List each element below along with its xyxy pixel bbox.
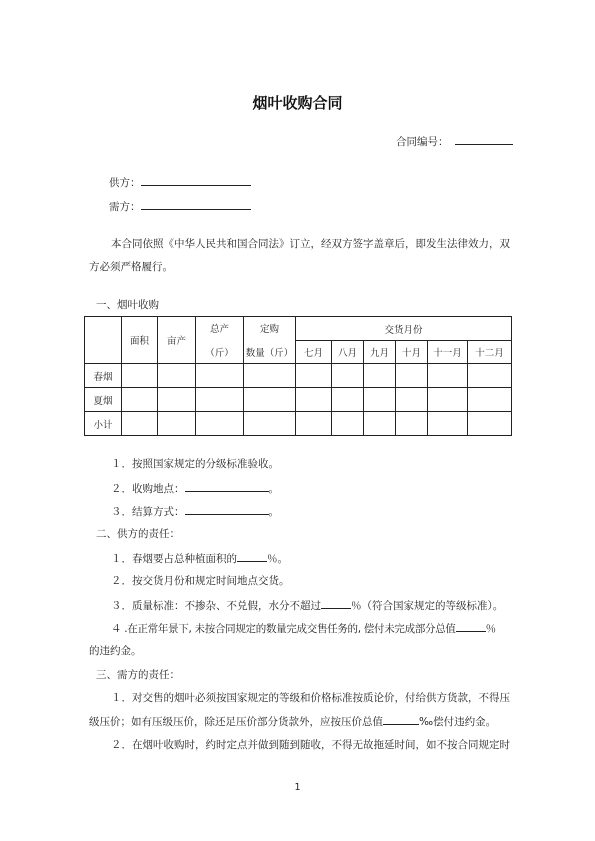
s2-item-1-text: １．春烟要占总种植面积的 xyxy=(111,553,237,565)
header-delivery-month: 交货月份 xyxy=(296,317,512,341)
supplier-blank[interactable] xyxy=(141,174,251,186)
price-penalty-blank[interactable] xyxy=(383,713,419,725)
table-cell[interactable] xyxy=(468,388,512,412)
table-cell[interactable] xyxy=(196,388,244,412)
purchase-location-blank[interactable] xyxy=(185,480,269,492)
table-cell[interactable] xyxy=(332,412,364,436)
table-cell[interactable] xyxy=(468,364,512,388)
row-label-subtotal: 小计 xyxy=(85,412,122,436)
table-cell[interactable] xyxy=(396,364,428,388)
section-2-heading: 二、供方的责任： xyxy=(96,528,180,540)
table-cell[interactable] xyxy=(158,388,196,412)
table-cell[interactable] xyxy=(122,388,158,412)
table-row xyxy=(85,364,512,388)
contract-number-field xyxy=(396,133,513,149)
header-total-bottom: （斤） xyxy=(205,348,234,359)
intro-line-2: 方必须严格履行。 xyxy=(89,261,173,273)
table-cell[interactable] xyxy=(332,388,364,412)
table-cell[interactable] xyxy=(158,364,196,388)
table-cell[interactable] xyxy=(296,364,332,388)
settlement-method-blank[interactable] xyxy=(185,503,269,515)
row-label-summer: 夏烟 xyxy=(85,388,122,412)
header-order-top: 定购 xyxy=(259,324,279,335)
s1-item-2 xyxy=(111,480,279,496)
table-cell[interactable] xyxy=(244,388,296,412)
table-cell[interactable] xyxy=(296,388,332,412)
s2-item-3-text: ３．质量标准：不掺杂、不兑假，水分不超过 xyxy=(111,600,321,612)
s3-item-1-text: 级压价；如有压级压价，除还足压价部分货款外，应按压价总值 xyxy=(89,716,383,728)
s3-item-1-line-1: １．对交售的烟叶必须按国家规定的等级和价格标准按质论价，付给供方货款，不得压 xyxy=(111,692,510,704)
buyer-label: 需方： xyxy=(109,201,141,213)
section-3-heading: 三、需方的责任： xyxy=(96,669,180,681)
table-cell[interactable] xyxy=(158,412,196,436)
s3-item-2-line-1: ２．在烟叶收购时，约时定点并做到随到随收，不得无故拖延时间，如不按合同规定时 xyxy=(111,739,510,751)
intro-line-1: 本合同依照《中华人民共和国合同法》订立，经双方签字盖章后，即发生法律效力，双 xyxy=(111,238,510,250)
table-cell[interactable] xyxy=(396,388,428,412)
s2-item-1 xyxy=(111,550,288,566)
s1-item-2-text: ２．收购地点： xyxy=(111,483,185,495)
section-1-heading: 一、烟叶收购 xyxy=(96,299,159,311)
table-cell[interactable] xyxy=(396,412,428,436)
s2-item-1-end: ％。 xyxy=(267,553,288,565)
table-cell[interactable] xyxy=(196,412,244,436)
table-cell[interactable] xyxy=(196,364,244,388)
s2-item-4-end: ％ xyxy=(485,623,496,635)
table-cell[interactable] xyxy=(364,388,396,412)
header-month: 十月 xyxy=(396,341,428,364)
header-month: 九月 xyxy=(364,341,396,364)
s1-item-3-end: 。 xyxy=(268,506,279,518)
header-month: 十一月 xyxy=(428,341,468,364)
s1-item-1: １．按照国家规定的分级标准验收。 xyxy=(111,458,279,470)
table-cell[interactable] xyxy=(332,364,364,388)
table-cell[interactable] xyxy=(122,364,158,388)
buyer-blank[interactable] xyxy=(141,198,251,210)
header-total-top: 总产 xyxy=(209,324,229,335)
table-cell[interactable] xyxy=(428,412,468,436)
table-cell[interactable] xyxy=(244,364,296,388)
header-total xyxy=(196,317,244,364)
table-cell[interactable] xyxy=(122,412,158,436)
header-order-bottom: 数量（斤） xyxy=(245,348,294,359)
table-cell[interactable] xyxy=(428,388,468,412)
row-label-spring: 春烟 xyxy=(85,364,122,388)
penalty-rate-blank[interactable] xyxy=(456,620,486,632)
s1-item-3-text: ３．结算方式： xyxy=(111,506,185,518)
s1-item-3 xyxy=(111,503,279,519)
document-title: 烟叶收购合同 xyxy=(252,94,343,112)
header-month: 十二月 xyxy=(468,341,512,364)
page-number: 1 xyxy=(294,782,301,793)
s1-item-2-end: 。 xyxy=(268,483,279,495)
header-month: 八月 xyxy=(332,341,364,364)
table-cell[interactable] xyxy=(364,364,396,388)
supplier-field xyxy=(109,174,251,190)
header-month: 七月 xyxy=(296,341,332,364)
contract-number-label: 合同编号： xyxy=(396,136,449,148)
supplier-label: 供方： xyxy=(109,177,141,189)
s2-item-4 xyxy=(111,620,496,636)
table-cell[interactable] xyxy=(244,412,296,436)
buyer-field xyxy=(109,198,251,214)
table-cell[interactable] xyxy=(364,412,396,436)
s2-item-3 xyxy=(111,597,503,613)
tobacco-purchase-table xyxy=(84,316,512,436)
s2-item-3-end: ％（符合国家规定的等级标准）。 xyxy=(351,600,504,612)
s2-item-2: ２．按交货月份和规定时间地点交货。 xyxy=(111,575,290,587)
s2-item-4-line-2: 的违约金。 xyxy=(89,645,142,657)
table-row xyxy=(85,388,512,412)
contract-number-blank[interactable] xyxy=(455,133,513,145)
s3-item-1-end: ‰偿付违约金。 xyxy=(419,716,497,728)
s2-item-4-text: ４ .在正常年景下, 未按合同规定的数量完成交售任务的, 偿付未完成部分总值 xyxy=(111,623,456,635)
moisture-blank[interactable] xyxy=(321,597,351,609)
table-row xyxy=(85,412,512,436)
table-cell[interactable] xyxy=(468,412,512,436)
header-order xyxy=(244,317,296,364)
header-area: 面积 xyxy=(122,317,158,364)
header-yield: 亩产 xyxy=(158,317,196,364)
s3-item-1-line-2 xyxy=(89,713,496,729)
table-cell[interactable] xyxy=(296,412,332,436)
spring-ratio-blank[interactable] xyxy=(237,550,267,562)
corner-cell xyxy=(85,317,122,364)
table-cell[interactable] xyxy=(428,364,468,388)
